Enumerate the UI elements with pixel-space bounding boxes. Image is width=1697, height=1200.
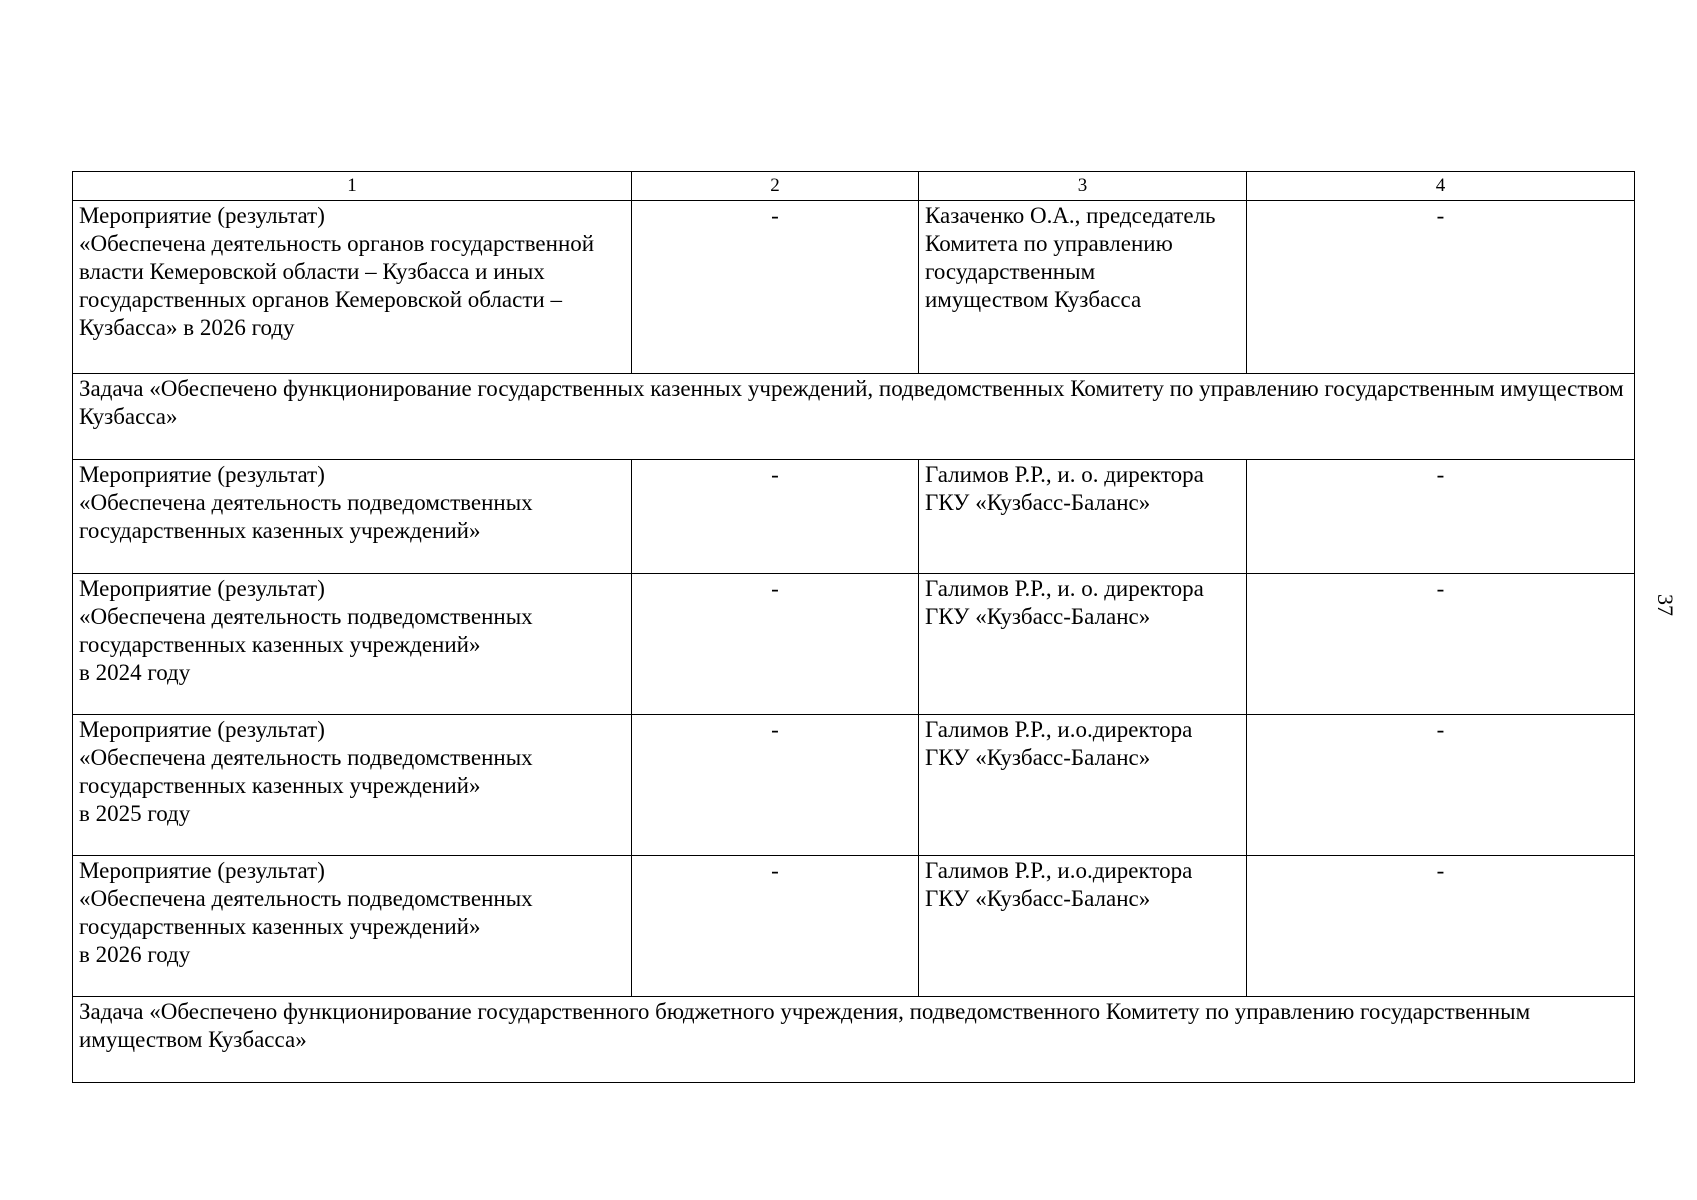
column-2-cell: - (632, 460, 919, 574)
table-row (73, 460, 1635, 574)
column-number-4: 4 (1247, 172, 1635, 201)
table-row (73, 715, 1635, 856)
document-table (72, 171, 1635, 1083)
column-2-cell: - (632, 856, 919, 997)
task-cell: Задача «Обеспечено функционирование государственных казенных учреждений, подведомственных Комитету по управлению государственным имуществом Кузбасса» (73, 374, 1635, 460)
table-row (73, 201, 1635, 374)
activity-cell: Мероприятие (результат) «Обеспечена деятельность органов государственной власти Кемеровской области – Кузбасса и иных государственных органов Кемеровской области – Кузбасса» в 2026 году (73, 201, 632, 374)
column-number-2: 2 (632, 172, 919, 201)
task-cell: Задача «Обеспечено функционирование государственного бюджетного учреждения, подведомственного Комитету по управлению государственным имуществом Кузбасса» (73, 997, 1635, 1083)
column-number-3: 3 (919, 172, 1247, 201)
table-row (73, 856, 1635, 997)
task-row (73, 997, 1635, 1083)
responsible-cell: Галимов Р.Р., и. о. директора ГКУ «Кузбасс-Баланс» (919, 574, 1247, 715)
table-row (73, 574, 1635, 715)
column-4-cell: - (1247, 715, 1635, 856)
responsible-cell: Галимов Р.Р., и.о.директора ГКУ «Кузбасс-Баланс» (919, 856, 1247, 997)
column-4-cell: - (1247, 201, 1635, 374)
column-2-cell: - (632, 574, 919, 715)
responsible-cell: Галимов Р.Р., и. о. директора ГКУ «Кузбасс-Баланс» (919, 460, 1247, 574)
column-4-cell: - (1247, 574, 1635, 715)
column-2-cell: - (632, 201, 919, 374)
activity-cell: Мероприятие (результат) «Обеспечена деятельность подведомственных государственных казенных учреждений» (73, 460, 632, 574)
responsible-cell: Галимов Р.Р., и.о.директора ГКУ «Кузбасс-Баланс» (919, 715, 1247, 856)
column-4-cell: - (1247, 460, 1635, 574)
activity-cell: Мероприятие (результат) «Обеспечена деятельность подведомственных государственных казенных учреждений» в 2026 году (73, 856, 632, 997)
page-number: 37 (1653, 594, 1678, 616)
activity-cell: Мероприятие (результат) «Обеспечена деятельность подведомственных государственных казенных учреждений» в 2025 году (73, 715, 632, 856)
column-4-cell: - (1247, 856, 1635, 997)
column-2-cell: - (632, 715, 919, 856)
table-header-row (73, 172, 1635, 201)
responsible-cell: Казаченко О.А., председатель Комитета по управлению государственным имуществом Кузбасса (919, 201, 1247, 374)
column-number-1: 1 (73, 172, 632, 201)
activity-cell: Мероприятие (результат) «Обеспечена деятельность подведомственных государственных казенных учреждений» в 2024 году (73, 574, 632, 715)
task-row (73, 374, 1635, 460)
